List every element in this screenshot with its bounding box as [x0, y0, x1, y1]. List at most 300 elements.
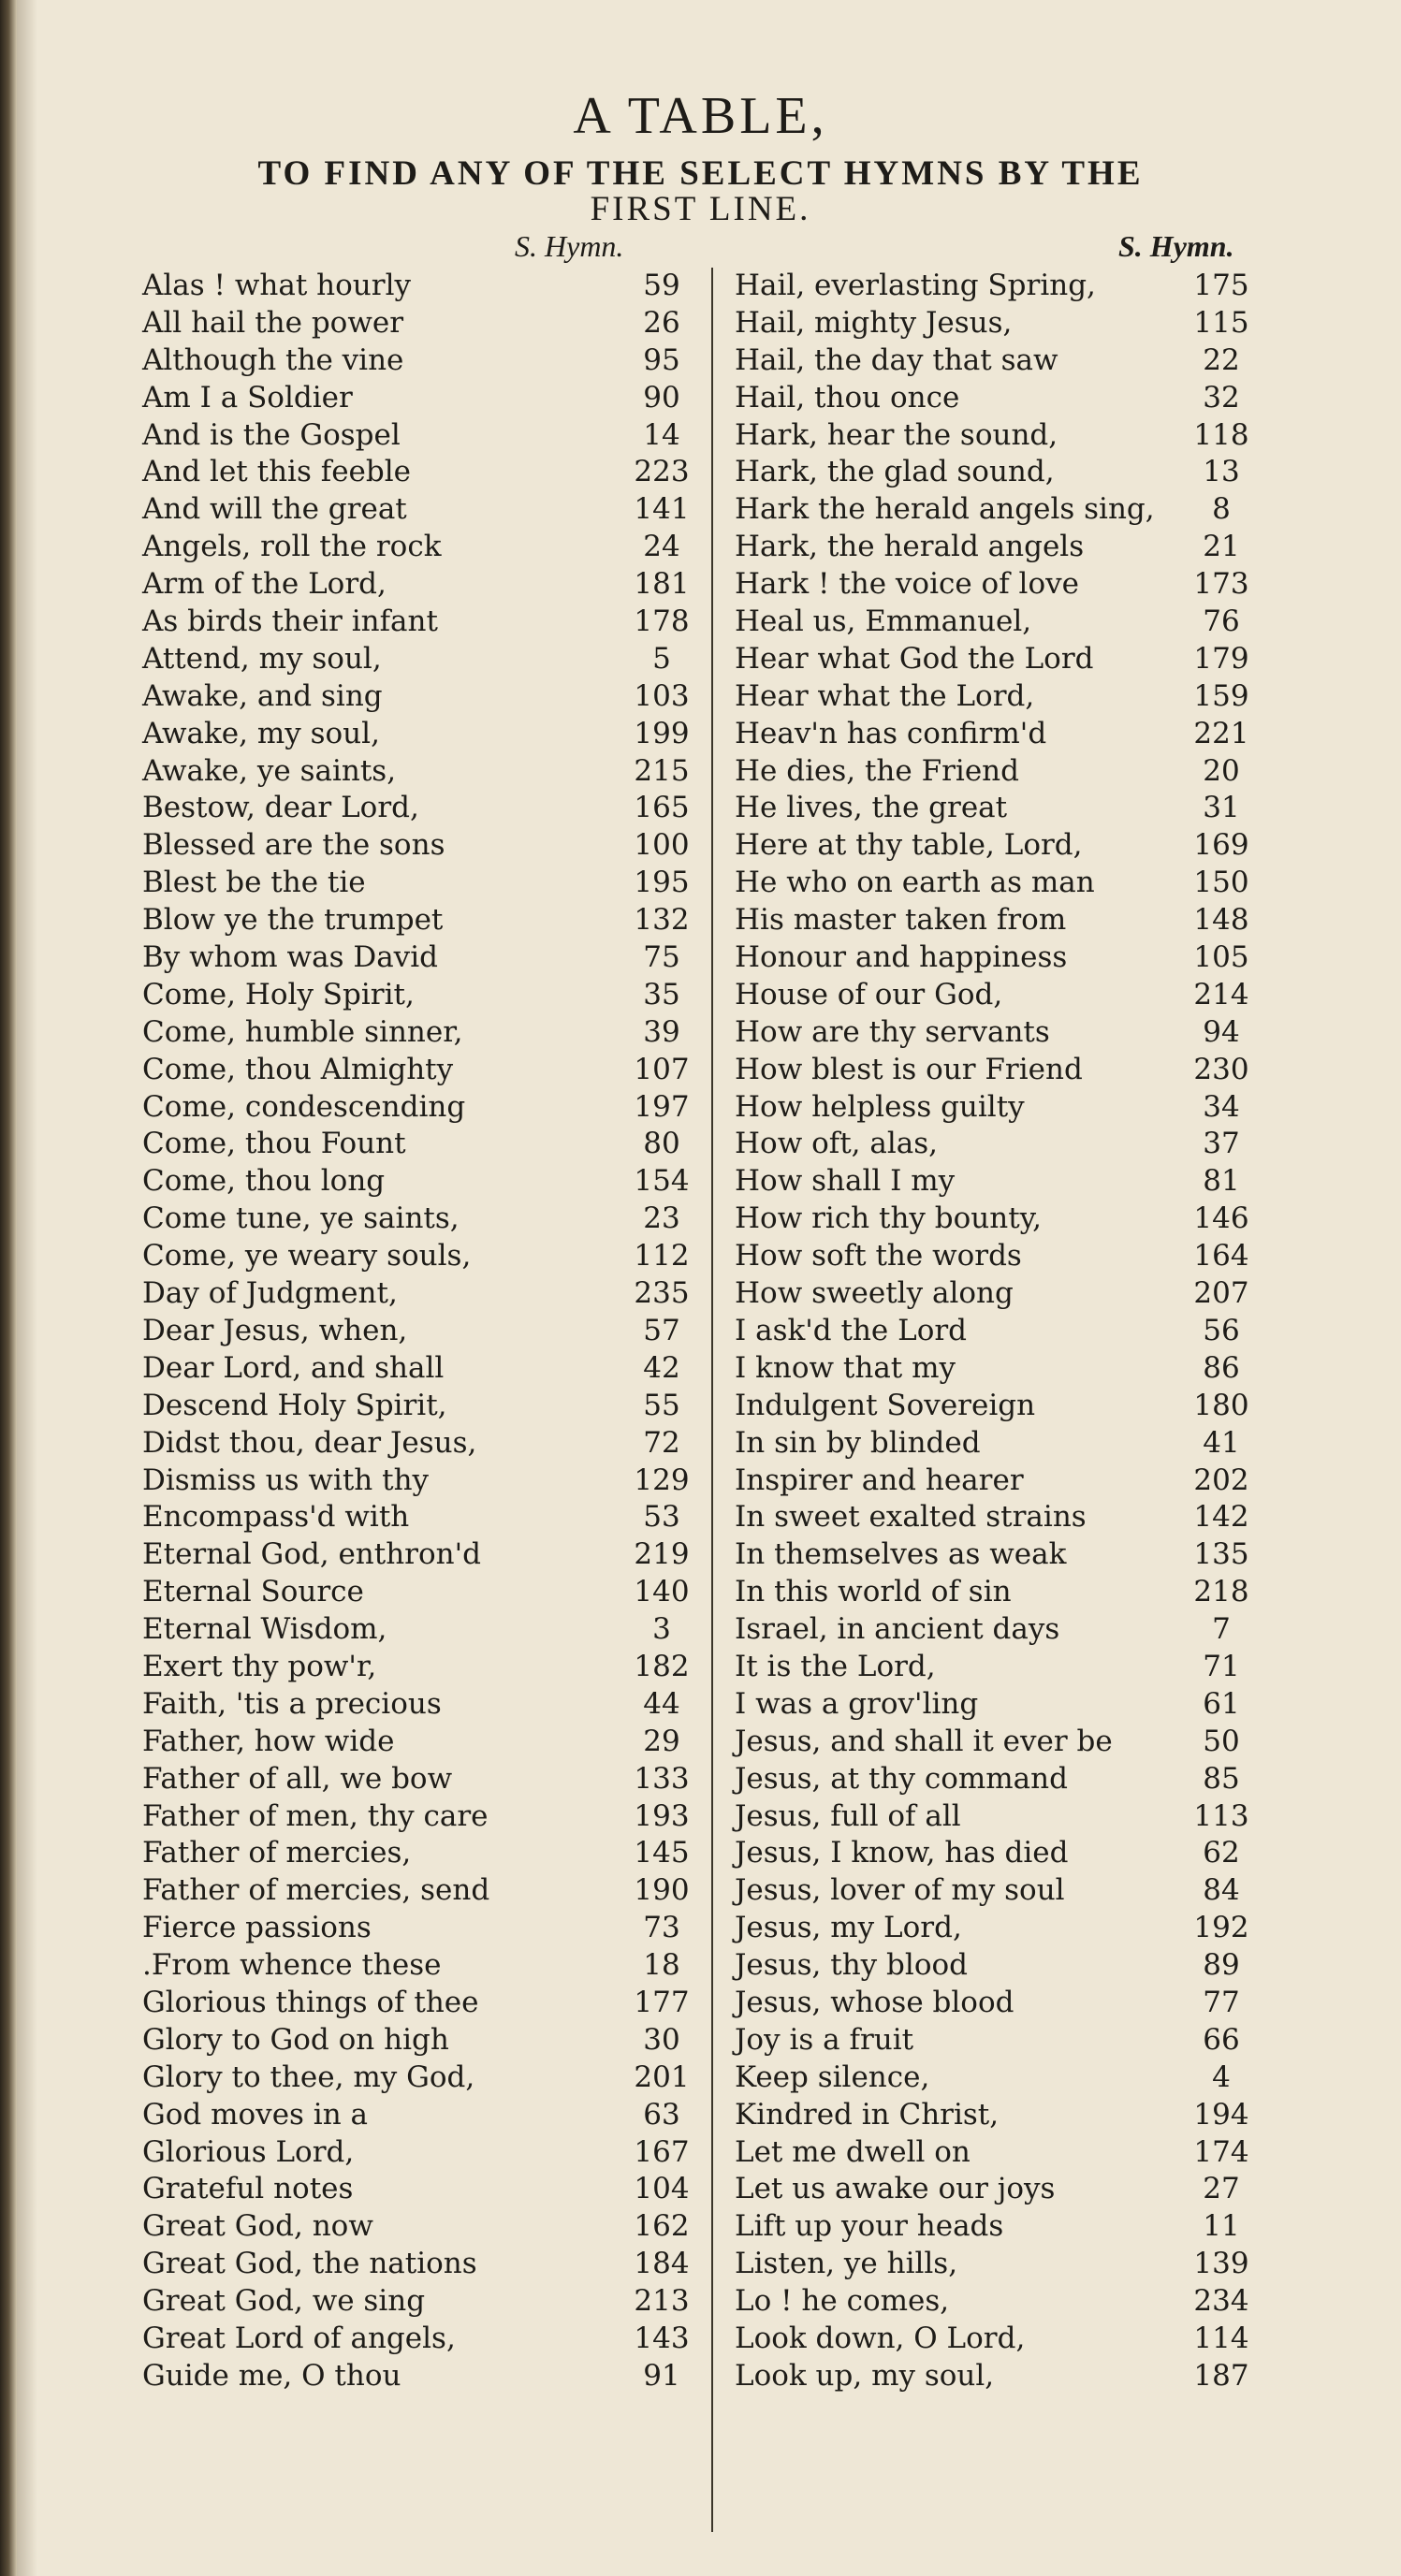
- hymn-first-line: Eternal God, enthron'd: [142, 1537, 481, 1572]
- hymn-first-line: Grateful notes: [142, 2172, 354, 2206]
- hymn-first-line: In sweet exalted strains: [735, 1500, 1087, 1535]
- hymn-first-line: Bestow, dear Lord,: [142, 791, 419, 825]
- hymn-number: 59: [643, 269, 680, 302]
- hymn-number: 182: [634, 1649, 690, 1683]
- hymn-first-line: Hear what God the Lord: [735, 641, 1094, 676]
- hymn-index-row: [142, 1611, 708, 1649]
- hymn-index-row: [142, 939, 708, 977]
- hymn-first-line: Father of mercies,: [142, 1836, 412, 1870]
- hymn-first-line: House of our God,: [735, 977, 1003, 1011]
- hymn-number: 167: [634, 2134, 690, 2169]
- hymn-number: 230: [1193, 1052, 1249, 1086]
- hymn-number: 35: [643, 977, 680, 1011]
- hymn-number: 215: [634, 753, 690, 788]
- hymn-index-row: [735, 1835, 1268, 1872]
- hymn-number: 207: [1193, 1276, 1249, 1311]
- hymn-number: 80: [643, 1127, 680, 1161]
- hymn-number: 32: [1203, 380, 1240, 415]
- hymn-index-row: [735, 2171, 1268, 2208]
- hymn-number: 66: [1203, 2022, 1240, 2057]
- hymn-number: 7: [1212, 1612, 1231, 1647]
- hymn-first-line: Jesus, full of all: [735, 1798, 961, 1833]
- hymn-number: 141: [634, 492, 690, 527]
- hymn-index-row: [735, 2059, 1268, 2097]
- hymn-first-line: Arm of the Lord,: [142, 567, 387, 602]
- hymn-first-line: Let me dwell on: [735, 2134, 970, 2169]
- hymn-number: 21: [1203, 530, 1240, 564]
- hymn-number: 8: [1212, 492, 1231, 527]
- hymn-number: 44: [643, 1686, 680, 1721]
- hymn-index-row: [735, 1089, 1268, 1127]
- hymn-first-line: .From whence these: [142, 1948, 442, 1983]
- hymn-index-row: [735, 1350, 1268, 1388]
- hymn-number: 71: [1203, 1649, 1240, 1683]
- hymn-index-row: [142, 1947, 708, 1985]
- hymn-index-row: [142, 1052, 708, 1089]
- hymn-number: 192: [1193, 1911, 1249, 1945]
- hymn-index-row: [142, 1872, 708, 1910]
- hymn-index-row: [142, 1574, 708, 1611]
- hymn-index-row: [142, 2358, 708, 2395]
- hymn-number: 115: [1193, 305, 1249, 340]
- hymn-number: 133: [634, 1761, 690, 1796]
- hymn-first-line: God moves in a: [142, 2097, 369, 2132]
- page-subtitle-line-1: TO FIND ANY OF THE SELECT HYMNS BY THE: [257, 154, 1144, 193]
- hymn-first-line: How soft the words: [735, 1239, 1022, 1273]
- hymn-index-row: [735, 827, 1268, 865]
- hymn-index-row: [142, 1724, 708, 1761]
- hymn-index-row: [735, 566, 1268, 604]
- hymn-number: 219: [634, 1537, 690, 1572]
- hymn-first-line: I was a grov'ling: [735, 1686, 979, 1721]
- hymn-number: 197: [634, 1089, 690, 1124]
- hymn-index-row: [735, 380, 1268, 417]
- hymn-index-row: [735, 977, 1268, 1014]
- hymn-first-line: Exert thy pow'r,: [142, 1649, 377, 1683]
- hymn-index-row: [735, 491, 1268, 529]
- hymn-index-row: [735, 1275, 1268, 1313]
- hymn-first-line: By whom was David: [142, 940, 438, 975]
- hymn-index-row: [142, 1388, 708, 1425]
- hymn-number: 84: [1203, 1873, 1240, 1908]
- hymn-index-row: [735, 604, 1268, 641]
- hymn-first-line: Come, thou Fount: [142, 1127, 406, 1161]
- hymn-number: 150: [1193, 866, 1249, 900]
- hymn-index-row: [735, 1649, 1268, 1686]
- hymn-number: 100: [634, 828, 690, 863]
- hymn-first-line: How helpless guilty: [735, 1089, 1025, 1124]
- hymn-first-line: Hail, mighty Jesus,: [735, 305, 1013, 340]
- hymn-first-line: Israel, in ancient days: [735, 1612, 1060, 1647]
- hymn-number: 184: [634, 2247, 690, 2281]
- hymn-first-line: In themselves as weak: [735, 1537, 1067, 1572]
- hymn-first-line: Glory to thee, my God,: [142, 2059, 475, 2094]
- hymn-first-line: Heav'n has confirm'd: [735, 716, 1047, 750]
- hymn-number: 169: [1193, 828, 1249, 863]
- hymn-index-row: [142, 1163, 708, 1201]
- hymn-number: 23: [643, 1201, 680, 1236]
- hymn-number: 57: [643, 1313, 680, 1347]
- hymn-number: 175: [1193, 269, 1249, 302]
- hymn-index-row: [142, 902, 708, 939]
- hymn-first-line: Day of Judgment,: [142, 1276, 398, 1311]
- hymn-number: 20: [1203, 753, 1240, 788]
- hymn-first-line: Blessed are the sons: [142, 828, 445, 863]
- hymn-first-line: Inspirer and hearer: [735, 1463, 1024, 1497]
- hymn-index-row: [142, 1425, 708, 1463]
- hymn-first-line: Jesus, whose blood: [735, 1985, 1014, 2019]
- hymn-first-line: Faith, 'tis a precious: [142, 1686, 442, 1721]
- hymn-number: 3: [652, 1612, 671, 1647]
- hymn-index-row: [142, 454, 708, 491]
- hymn-number: 164: [1193, 1239, 1249, 1273]
- hymn-index-row: [735, 1872, 1268, 1910]
- hymn-first-line: Jesus, I know, has died: [735, 1836, 1069, 1870]
- hymn-first-line: Awake, my soul,: [142, 716, 380, 750]
- hymn-number: 72: [643, 1425, 680, 1460]
- hymn-index-row: [735, 2283, 1268, 2321]
- page-subtitle-line-2: FIRST LINE.: [590, 190, 811, 228]
- hymn-first-line: How rich thy bounty,: [735, 1201, 1042, 1236]
- hymn-index-row: [735, 2097, 1268, 2134]
- hymn-first-line: Although the vine: [142, 342, 404, 377]
- hymn-first-line: Jesus, at thy command: [735, 1761, 1068, 1796]
- hymn-first-line: Lift up your heads: [735, 2209, 1004, 2244]
- hymn-first-line: How blest is our Friend: [735, 1052, 1083, 1086]
- hymn-number: 213: [634, 2284, 690, 2319]
- hymn-number: 81: [1203, 1164, 1240, 1199]
- hymn-number: 107: [634, 1052, 690, 1086]
- hymn-first-line: Hear what the Lord,: [735, 678, 1035, 713]
- hymn-number: 139: [1193, 2247, 1249, 2281]
- hymn-first-line: In sin by blinded: [735, 1425, 981, 1460]
- hymn-number: 193: [634, 1798, 690, 1833]
- hymn-first-line: Father of all, we bow: [142, 1761, 453, 1796]
- hymn-first-line: How shall I my: [735, 1164, 956, 1199]
- hymn-index-row: [735, 1388, 1268, 1425]
- hymn-index-row: [735, 790, 1268, 827]
- hymn-index-row: [142, 2208, 708, 2246]
- hymn-number: 194: [1193, 2097, 1249, 2132]
- hymn-first-line: Joy is a fruit: [735, 2022, 914, 2057]
- hymn-number: 85: [1203, 1761, 1240, 1796]
- hymn-first-line: Awake, ye saints,: [142, 753, 397, 788]
- hymn-number: 53: [643, 1500, 680, 1535]
- hymn-index-row: [142, 827, 708, 865]
- hymn-index-row: [142, 1761, 708, 1798]
- hymn-first-line: Come, thou long: [142, 1164, 386, 1199]
- hymn-number: 56: [1203, 1313, 1240, 1347]
- hymn-index-row: [142, 1649, 708, 1686]
- hymn-first-line: Listen, ye hills,: [735, 2247, 958, 2281]
- hymn-number: 165: [634, 791, 690, 825]
- hymn-first-line: Come tune, ye saints,: [142, 1201, 460, 1236]
- hymn-number: 221: [1193, 716, 1249, 750]
- hymn-first-line: As birds their infant: [142, 604, 438, 639]
- hymn-number: 159: [1193, 678, 1249, 713]
- page-title: A TABLE,: [573, 87, 828, 145]
- hymn-first-line: Come, thou Almighty: [142, 1052, 454, 1086]
- hymn-first-line: Father of men, thy care: [142, 1798, 489, 1833]
- column-header-right: S. Hymn.: [1118, 229, 1234, 263]
- hymn-index-row: [735, 417, 1268, 455]
- hymn-first-line: Glorious things of thee: [142, 1985, 479, 2019]
- hymn-number: 180: [1193, 1388, 1249, 1422]
- hymn-first-line: Come, humble sinner,: [142, 1014, 463, 1049]
- hymn-index-right-column: [735, 268, 1268, 2395]
- hymn-index-row: [142, 529, 708, 566]
- hymn-first-line: Father, how wide: [142, 1724, 395, 1758]
- hymn-index-row: [735, 1724, 1268, 1761]
- hymn-index-row: [735, 1947, 1268, 1985]
- hymn-number: 50: [1203, 1724, 1240, 1758]
- hymn-index-row: [142, 2246, 708, 2283]
- hymn-first-line: Angels, roll the rock: [142, 530, 442, 564]
- hymn-index-row: [142, 865, 708, 902]
- hymn-index-row: [142, 1686, 708, 1724]
- hymn-number: 34: [1203, 1089, 1240, 1124]
- hymn-index-row: [735, 1798, 1268, 1836]
- hymn-number: 18: [643, 1948, 680, 1983]
- hymn-first-line: Jesus, thy blood: [735, 1948, 968, 1983]
- hymn-number: 95: [643, 342, 680, 377]
- hymn-number: 199: [634, 716, 690, 750]
- hymn-index-row: [735, 1536, 1268, 1574]
- hymn-first-line: How sweetly along: [735, 1276, 1014, 1311]
- hymn-index-row: [142, 566, 708, 604]
- hymn-number: 105: [1193, 940, 1249, 975]
- hymn-number: 234: [1193, 2284, 1249, 2319]
- hymn-number: 129: [634, 1463, 690, 1497]
- hymn-index-row: [735, 305, 1268, 342]
- hymn-number: 30: [643, 2022, 680, 2057]
- hymn-index-row: [142, 1238, 708, 1275]
- hymn-index-row: [142, 1014, 708, 1052]
- hymn-index-row: [142, 2059, 708, 2097]
- hymn-index-row: [142, 2283, 708, 2321]
- hymn-first-line: Look up, my soul,: [735, 2358, 995, 2393]
- hymn-first-line: Hail, everlasting Spring,: [735, 269, 1096, 302]
- hymn-index-left-column: [142, 268, 708, 2395]
- hymn-number: 143: [634, 2321, 690, 2355]
- hymn-first-line: Great Lord of angels,: [142, 2321, 456, 2355]
- hymn-first-line: Heal us, Emmanuel,: [735, 604, 1032, 639]
- gutter-shadow: [17, 0, 37, 2576]
- hymn-number: 41: [1203, 1425, 1240, 1460]
- hymn-number: 148: [1193, 903, 1249, 938]
- hymn-index-row: [735, 939, 1268, 977]
- hymn-number: 77: [1203, 1985, 1240, 2019]
- hymn-index-row: [142, 1201, 708, 1238]
- hymn-index-row: [735, 1574, 1268, 1611]
- hymn-number: 146: [1193, 1201, 1249, 1236]
- hymn-number: 162: [634, 2209, 690, 2244]
- hymn-index-row: [735, 268, 1268, 305]
- hymn-first-line: Guide me, O thou: [142, 2358, 401, 2393]
- hymn-first-line: Come, ye weary souls,: [142, 1239, 472, 1273]
- hymn-number: 27: [1203, 2172, 1240, 2206]
- hymn-index-row: [735, 1163, 1268, 1201]
- hymn-first-line: Hark, the glad sound,: [735, 455, 1055, 489]
- hymn-index-row: [735, 1014, 1268, 1052]
- hymn-first-line: Kindred in Christ,: [735, 2097, 1000, 2132]
- hymn-number: 61: [1203, 1686, 1240, 1721]
- hymn-number: 5: [652, 641, 671, 676]
- hymn-index-row: [142, 2321, 708, 2358]
- hymn-index-row: [142, 1463, 708, 1500]
- hymn-index-row: [735, 1463, 1268, 1500]
- hymn-first-line: Hark, the herald angels: [735, 530, 1085, 564]
- hymn-number: 178: [634, 604, 690, 639]
- hymn-first-line: I ask'd the Lord: [735, 1313, 968, 1347]
- hymn-number: 202: [1193, 1463, 1249, 1497]
- hymn-number: 132: [634, 903, 690, 938]
- hymn-index-row: [142, 1499, 708, 1536]
- hymn-index-row: [142, 305, 708, 342]
- hymn-first-line: Come, Holy Spirit,: [142, 977, 415, 1011]
- hymn-first-line: And will the great: [142, 492, 407, 527]
- hymn-first-line: Awake, and sing: [142, 678, 383, 713]
- hymn-index-row: [735, 2208, 1268, 2246]
- hymn-first-line: Fierce passions: [142, 1911, 372, 1945]
- hymn-index-row: [142, 1985, 708, 2022]
- hymn-index-row: [142, 1536, 708, 1574]
- hymn-number: 29: [643, 1724, 680, 1758]
- hymn-number: 26: [643, 305, 680, 340]
- hymn-first-line: Indulgent Sovereign: [735, 1388, 1036, 1422]
- hymn-first-line: And is the Gospel: [142, 417, 401, 452]
- hymn-number: 4: [1212, 2059, 1231, 2094]
- hymn-first-line: Hark the herald angels sing,: [735, 492, 1155, 527]
- hymn-number: 174: [1193, 2134, 1249, 2169]
- hymn-index-row: [142, 1126, 708, 1163]
- hymn-number: 118: [1193, 417, 1249, 452]
- hymn-number: 113: [1193, 1798, 1249, 1833]
- hymn-index-row: [142, 1313, 708, 1350]
- hymn-number: 145: [634, 1836, 690, 1870]
- hymn-index-row: [735, 1052, 1268, 1089]
- hymn-index-row: [142, 1275, 708, 1313]
- hymn-index-row: [735, 2358, 1268, 2395]
- hymn-first-line: Descend Holy Spirit,: [142, 1388, 447, 1422]
- hymn-first-line: Look down, O Lord,: [735, 2321, 1026, 2355]
- hymn-first-line: Didst thou, dear Jesus,: [142, 1425, 477, 1460]
- hymn-number: 11: [1203, 2209, 1240, 2244]
- hymn-index-row: [142, 1350, 708, 1388]
- hymn-number: 201: [634, 2059, 690, 2094]
- hymn-index-row: [735, 1910, 1268, 1947]
- hymn-number: 94: [1203, 1014, 1240, 1049]
- hymn-first-line: All hail the power: [142, 305, 404, 340]
- hymn-first-line: Blow ye the trumpet: [142, 903, 444, 938]
- hymn-first-line: Great God, the nations: [142, 2247, 477, 2281]
- hymn-first-line: Glory to God on high: [142, 2022, 449, 2057]
- hymn-number: 223: [634, 455, 690, 489]
- book-spine-edge: [0, 0, 17, 2576]
- hymn-number: 218: [1193, 1575, 1249, 1609]
- hymn-first-line: Here at thy table, Lord,: [735, 828, 1083, 863]
- hymn-first-line: Am I a Soldier: [142, 380, 353, 415]
- hymn-index-row: [142, 977, 708, 1014]
- hymn-number: 31: [1203, 791, 1240, 825]
- hymn-number: 22: [1203, 342, 1240, 377]
- hymn-first-line: Blest be the tie: [142, 866, 366, 900]
- hymn-index-row: [735, 753, 1268, 791]
- hymn-number: 75: [643, 940, 680, 975]
- hymn-number: 187: [1193, 2358, 1249, 2393]
- hymn-index-row: [735, 865, 1268, 902]
- hymn-number: 173: [1193, 567, 1249, 602]
- hymn-first-line: Jesus, and shall it ever be: [735, 1724, 1113, 1758]
- hymn-first-line: Lo ! he comes,: [735, 2284, 950, 2319]
- hymn-first-line: Father of mercies, send: [142, 1873, 490, 1908]
- hymn-number: 112: [634, 1239, 690, 1273]
- hymn-index-row: [735, 1686, 1268, 1724]
- hymn-number: 195: [634, 866, 690, 900]
- hymn-number: 235: [634, 1276, 690, 1311]
- hymn-first-line: He who on earth as man: [735, 866, 1095, 900]
- hymn-first-line: Dear Lord, and shall: [142, 1350, 445, 1385]
- hymn-first-line: Glorious Lord,: [142, 2134, 355, 2169]
- hymn-number: 177: [634, 1985, 690, 2019]
- hymn-index-row: [735, 678, 1268, 716]
- hymn-index-row: [142, 342, 708, 380]
- hymn-index-row: [142, 790, 708, 827]
- hymn-index-row: [735, 1985, 1268, 2022]
- hymn-first-line: Encompass'd with: [142, 1500, 410, 1535]
- hymn-first-line: Jesus, lover of my soul: [735, 1873, 1065, 1908]
- hymn-index-row: [142, 716, 708, 753]
- hymn-index-row: [735, 342, 1268, 380]
- hymn-first-line: He dies, the Friend: [735, 753, 1019, 788]
- hymn-number: 39: [643, 1014, 680, 1049]
- hymn-first-line: Eternal Wisdom,: [142, 1612, 387, 1647]
- hymn-number: 37: [1203, 1127, 1240, 1161]
- hymn-number: 179: [1193, 641, 1249, 676]
- hymn-number: 140: [634, 1575, 690, 1609]
- hymn-index-row: [142, 2097, 708, 2134]
- hymn-index-row: [142, 2171, 708, 2208]
- hymn-index-row: [735, 454, 1268, 491]
- hymn-number: 62: [1203, 1836, 1240, 1870]
- hymn-number: 14: [643, 417, 680, 452]
- hymn-number: 181: [634, 567, 690, 602]
- hymn-index-row: [735, 2022, 1268, 2059]
- hymn-index-row: [142, 1835, 708, 1872]
- hymn-number: 89: [1203, 1948, 1240, 1983]
- hymn-index-row: [142, 641, 708, 678]
- hymn-index-row: [142, 1798, 708, 1836]
- hymn-number: 76: [1203, 604, 1240, 639]
- hymn-index-row: [735, 1126, 1268, 1163]
- hymn-first-line: In this world of sin: [735, 1575, 1012, 1609]
- hymn-number: 90: [643, 380, 680, 415]
- hymn-number: 135: [1193, 1537, 1249, 1572]
- hymn-index-row: [142, 380, 708, 417]
- hymn-first-line: Hark ! the voice of love: [735, 567, 1079, 602]
- hymn-index-row: [142, 2022, 708, 2059]
- hymn-index-row: [142, 268, 708, 305]
- hymn-first-line: Honour and happiness: [735, 940, 1068, 975]
- hymn-first-line: His master taken from: [735, 903, 1067, 938]
- hymn-index-row: [735, 1499, 1268, 1536]
- hymn-index-row: [142, 491, 708, 529]
- hymn-number: 104: [634, 2172, 690, 2206]
- hymn-first-line: Dismiss us with thy: [142, 1463, 430, 1497]
- hymn-first-line: Dear Jesus, when,: [142, 1313, 408, 1347]
- hymn-first-line: Alas ! what hourly: [142, 269, 411, 302]
- hymn-number: 24: [643, 530, 680, 564]
